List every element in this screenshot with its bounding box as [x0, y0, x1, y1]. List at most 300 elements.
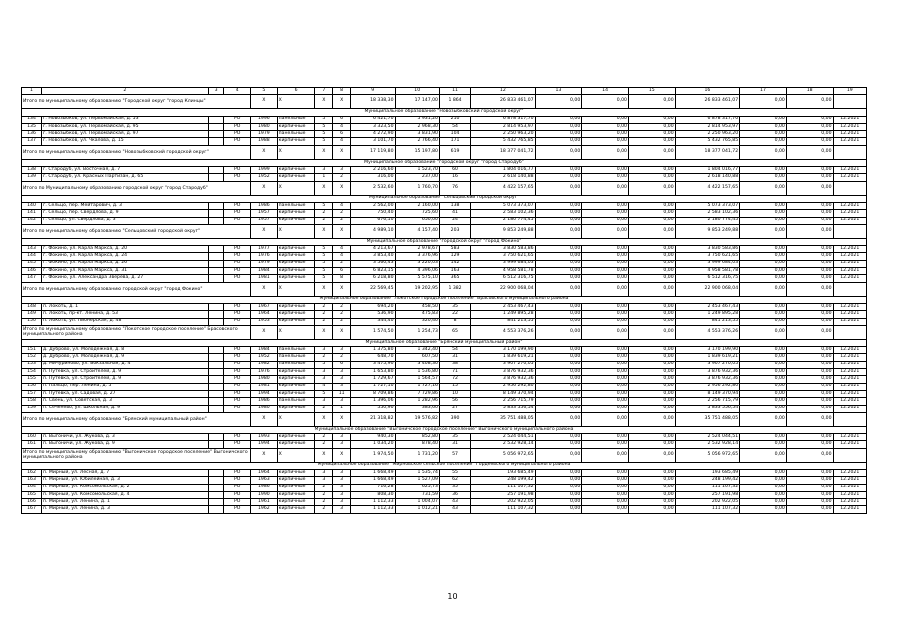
table-cell: 0,00	[535, 318, 582, 325]
table-cell: 841 213,55	[675, 318, 739, 325]
table-cell: 1984	[251, 268, 278, 275]
table-cell: 257 191,98	[471, 491, 535, 498]
table-cell: 14	[582, 88, 629, 95]
table-cell: 2 180 774,45	[675, 217, 739, 224]
table-cell: г. Стародуб, ул. Красных Партизан, д. 65	[42, 174, 209, 181]
table-cell: 3	[333, 441, 351, 448]
table-cell: 3	[333, 491, 351, 498]
table-cell	[208, 253, 224, 260]
table-cell: кирпичные	[277, 441, 315, 448]
table-cell: 111 107,32	[471, 484, 535, 491]
table-cell: 2 524 044,51	[675, 434, 739, 441]
table-row	[22, 491, 867, 498]
table-cell: РО	[224, 347, 251, 354]
table-cell: 0,00	[582, 354, 629, 361]
table-cell: 0,00	[740, 311, 787, 318]
section-header-row	[22, 159, 867, 166]
table-cell: 146	[22, 268, 42, 275]
table-cell: 12.2021	[833, 398, 867, 405]
table-cell: 3 831,90	[395, 131, 439, 138]
table-cell: 2 453 467,43	[675, 303, 739, 310]
table-cell	[208, 499, 224, 506]
table-cell: 56	[439, 398, 470, 405]
table-cell: 3	[333, 499, 351, 506]
table-cell: 157	[22, 390, 42, 397]
table-cell: 24	[439, 217, 470, 224]
table-cell	[208, 506, 224, 513]
table-cell: 1 382	[439, 282, 470, 296]
table-cell: 0,00	[628, 131, 675, 138]
table-cell: 550,90	[351, 405, 395, 412]
table-cell: 104	[439, 131, 470, 138]
table-cell: 17 147,00	[395, 95, 439, 109]
table-cell: 383,60	[395, 405, 439, 412]
table-cell: 2 814 953,97	[675, 123, 739, 130]
table-cell: 4 422 157,65	[675, 181, 739, 195]
table-cell	[208, 303, 224, 310]
table-cell: панельные	[277, 347, 315, 354]
table-cell: 26 833 461,07	[471, 95, 535, 109]
table-cell: 147	[22, 275, 42, 282]
table-cell: 22 900 068,04	[675, 282, 739, 296]
table-cell: 2	[315, 303, 333, 310]
table-cell: 0,00	[786, 506, 833, 513]
table-cell: 1977	[251, 246, 278, 253]
table-cell: 0,00	[582, 138, 629, 145]
table-cell: 731,59	[395, 491, 439, 498]
table-cell: 725,60	[395, 210, 439, 217]
table-cell: 5 073 373,07	[675, 202, 739, 209]
table-cell	[208, 138, 224, 145]
table-cell: РО	[224, 398, 251, 405]
table-cell: г. Фокино, ул. Карла Маркса, д. 24	[42, 253, 209, 260]
table-row	[22, 376, 867, 383]
table-cell: 6 512 316,75	[675, 275, 739, 282]
table-cell: РО	[224, 138, 251, 145]
table-cell: 12.2021	[833, 138, 867, 145]
table-cell: РО	[224, 275, 251, 282]
table-cell: 2 524 044,51	[471, 434, 535, 441]
table-cell: 0,00	[786, 318, 833, 325]
section-header-row	[22, 109, 867, 116]
table-cell: 4 989,10	[351, 224, 395, 238]
table-cell: 0,00	[786, 181, 833, 195]
table-row	[22, 477, 867, 484]
table-cell: 0,00	[786, 174, 833, 181]
table-cell: 0,00	[628, 448, 675, 462]
table-cell: РО	[224, 217, 251, 224]
table-cell: РО	[224, 383, 251, 390]
table-cell: 0,00	[628, 499, 675, 506]
table-cell: 248 199,42	[471, 477, 535, 484]
table-cell: 0,00	[582, 246, 629, 253]
table-cell: 150	[22, 318, 42, 325]
table-cell: 536,90	[351, 311, 395, 318]
table-cell: Х	[277, 95, 315, 109]
table-cell	[833, 95, 867, 109]
table-cell: 0,00	[786, 491, 833, 498]
table-cell: 2	[333, 174, 351, 181]
table-cell: 1999	[251, 167, 278, 174]
table-cell: 134	[22, 116, 42, 123]
table-row	[22, 369, 867, 376]
table-cell: 3 853,40	[351, 253, 395, 260]
column-number-row	[22, 88, 867, 95]
table-cell: 2	[315, 506, 333, 513]
table-cell: 607,50	[395, 354, 439, 361]
table-cell: 12.2021	[833, 268, 867, 275]
table-cell: 0,00	[786, 412, 833, 426]
table-cell: 1 653,80	[351, 369, 395, 376]
table-cell: 0,00	[786, 369, 833, 376]
table-cell: 1967	[251, 303, 278, 310]
table-cell: 1 112,33	[351, 499, 395, 506]
table-cell: 38	[439, 361, 470, 368]
table-cell: 365	[439, 275, 470, 282]
table-cell: 237,00	[395, 174, 439, 181]
table-cell	[208, 311, 224, 318]
table-cell: Итого по муниципальному образованию "Выгоничское городское поселение" Выгоничского муниципального района	[22, 448, 251, 462]
table-cell: 1 282,96	[395, 398, 439, 405]
table-cell	[833, 448, 867, 462]
table-cell: 0,00	[535, 210, 582, 217]
table-cell: 12.2021	[833, 477, 867, 484]
table-cell: 111 107,32	[675, 484, 739, 491]
table-cell: 2	[315, 484, 333, 491]
table-cell: г. Сельцо, пер. Мейтарович, д. 3	[42, 202, 209, 209]
table-cell: 0,00	[628, 174, 675, 181]
table-cell: 4 157,40	[395, 224, 439, 238]
table-cell: 0,00	[535, 376, 582, 383]
table-cell: 3	[315, 347, 333, 354]
table-cell: п. Локоть, ул. Пионерская, д. 48	[42, 318, 209, 325]
table-cell: 72	[439, 376, 470, 383]
table-cell: 6 421,70	[351, 116, 395, 123]
table-cell: Итого по муниципальному образованию "Сельцовский городской округ"	[22, 224, 251, 238]
table-cell: 35	[439, 303, 470, 310]
table-cell: 2	[315, 311, 333, 318]
table-cell: 0,00	[582, 390, 629, 397]
table-cell: 1 342,40	[395, 347, 439, 354]
table-cell: п. Мирный, ул. Юбилейная, д. 3	[42, 477, 209, 484]
page-number: 10	[447, 592, 458, 601]
table-cell: 71	[439, 369, 470, 376]
table-cell: кирпичные	[277, 484, 315, 491]
table-row	[22, 441, 867, 448]
table-row	[22, 383, 867, 390]
table-cell: РО	[224, 361, 251, 368]
table-cell: 18	[786, 88, 833, 95]
table-cell: 0,00	[535, 275, 582, 282]
table-cell: 2 532 928,14	[675, 441, 739, 448]
table-cell: 12.2021	[833, 217, 867, 224]
table-cell: 1	[333, 405, 351, 412]
table-cell: кирпичные	[277, 369, 315, 376]
table-cell: 2	[333, 354, 351, 361]
table-cell: 12	[471, 88, 535, 95]
table-cell: 0,00	[740, 376, 787, 383]
table-cell: кирпичные	[277, 123, 315, 130]
table-cell: 3	[333, 398, 351, 405]
table-body	[22, 88, 867, 514]
table-cell: 625,73	[395, 484, 439, 491]
table-cell: РО	[224, 202, 251, 209]
table-cell: 1990	[251, 491, 278, 498]
table-cell: 1 839 619,21	[471, 354, 535, 361]
table-cell: 4 272,90	[351, 131, 395, 138]
table-cell: 12.2021	[833, 246, 867, 253]
table-cell: 2 814 953,97	[471, 123, 535, 130]
table-cell: 3	[333, 506, 351, 513]
table-cell: 3 907 270,05	[471, 361, 535, 368]
table-cell: 12.2021	[833, 116, 867, 123]
table-cell	[208, 246, 224, 253]
table-cell: 0,00	[628, 369, 675, 376]
table-cell: 76	[439, 181, 470, 195]
table-cell: Х	[315, 282, 333, 296]
table-cell: Х	[277, 145, 315, 159]
table-cell: 167	[22, 506, 42, 513]
table-cell: 0,00	[582, 383, 629, 390]
table-cell: 0,00	[628, 268, 675, 275]
table-cell: 5 432 765,85	[675, 138, 739, 145]
table-cell: 41	[439, 210, 470, 217]
table-cell: 155	[22, 376, 42, 383]
table-cell: Х	[277, 282, 315, 296]
table-cell: кирпичные	[277, 253, 315, 260]
table-cell: Х	[251, 325, 278, 339]
table-cell: 0,00	[786, 95, 833, 109]
table-cell: 12.2021	[833, 441, 867, 448]
table-cell: 152	[22, 354, 42, 361]
table-cell: 193 685,49	[471, 469, 535, 476]
table-cell: 3	[333, 484, 351, 491]
table-cell: 1994	[251, 390, 278, 397]
table-cell: панельные	[277, 116, 315, 123]
table-cell: п. Локоть, д. 1	[42, 303, 209, 310]
table-cell: кирпичные	[277, 268, 315, 275]
table-cell: 12.2021	[833, 499, 867, 506]
table-cell: 0,00	[740, 405, 787, 412]
table-cell: 0,00	[582, 369, 629, 376]
table-cell: 0,00	[628, 210, 675, 217]
table-cell: 1980	[251, 405, 278, 412]
table-cell: 0,00	[535, 448, 582, 462]
table-cell: 202 922,05	[675, 499, 739, 506]
table-cell: РО	[224, 434, 251, 441]
table-cell: 1	[315, 174, 333, 181]
table-row	[22, 347, 867, 354]
table-cell: Х	[251, 145, 278, 159]
table-cell: 0,00	[740, 318, 787, 325]
table-cell: 0,00	[786, 390, 833, 397]
table-cell: 1 727,16	[395, 383, 439, 390]
table-cell: панельные	[277, 202, 315, 209]
table-cell: 0,00	[740, 116, 787, 123]
table-cell: РО	[224, 116, 251, 123]
table-cell: Х	[315, 95, 333, 109]
table-cell: 0,00	[582, 123, 629, 130]
table-cell: 1964	[251, 469, 278, 476]
table-cell: 6 218,80	[351, 275, 395, 282]
table-cell: 1993	[251, 434, 278, 441]
table-cell: 12.2021	[833, 210, 867, 217]
table-cell: 1 254,73	[395, 325, 439, 339]
table-cell: 1 729,67	[351, 376, 395, 383]
table-cell: 4 553 376,26	[471, 325, 535, 339]
table-cell	[833, 145, 867, 159]
table-cell: Муниципальное образование "Локотское городское поселение" Брасовского муниципального района	[22, 296, 867, 303]
table-cell: 0,00	[535, 469, 582, 476]
table-cell: 4 213,67	[351, 246, 395, 253]
table-cell: 12.2021	[833, 506, 867, 513]
table-cell: Х	[277, 181, 315, 195]
table-cell: 0,00	[786, 224, 833, 238]
table-cell: 9 853 249,88	[675, 224, 739, 238]
table-cell: 0,00	[786, 383, 833, 390]
table-cell: РО	[224, 369, 251, 376]
table-cell: кирпичные	[277, 405, 315, 412]
table-cell: 2	[333, 210, 351, 217]
table-cell: 1976	[251, 253, 278, 260]
table-cell: 248 199,42	[675, 477, 739, 484]
table-cell: 1 864	[439, 95, 470, 109]
table-cell: 0,00	[740, 469, 787, 476]
table-cell: 0,00	[628, 318, 675, 325]
table-cell: 140	[22, 202, 42, 209]
table-cell: кирпичные	[277, 491, 315, 498]
table-cell: 151	[22, 347, 42, 354]
table-cell: 852,80	[395, 434, 439, 441]
table-cell: Х	[333, 282, 351, 296]
table-cell: 3	[315, 376, 333, 383]
section-header-row	[22, 296, 867, 303]
table-row	[22, 131, 867, 138]
table-cell	[208, 376, 224, 383]
table-cell: 0,00	[786, 131, 833, 138]
subtotal-row	[22, 224, 867, 238]
table-cell: 0,00	[582, 469, 629, 476]
table-cell: 141	[22, 210, 42, 217]
table-cell: 163	[22, 477, 42, 484]
table-cell: 0,00	[535, 412, 582, 426]
table-cell: 3	[333, 469, 351, 476]
table-cell: 5 056 972,65	[675, 448, 739, 462]
table-cell: РО	[224, 477, 251, 484]
table-cell: 129	[439, 253, 470, 260]
table-cell: 5	[315, 268, 333, 275]
table-cell: 0,00	[628, 325, 675, 339]
table-cell: 5 575,10	[395, 275, 439, 282]
table-cell: 12.2021	[833, 383, 867, 390]
table-cell: 0,00	[535, 167, 582, 174]
table-cell: 0,00	[582, 361, 629, 368]
table-cell: 1 564,57	[395, 376, 439, 383]
table-cell: 0,00	[786, 116, 833, 123]
table-cell: 0,00	[535, 477, 582, 484]
table-cell: Итого по муниципальному образованию "Брянский муниципальный район"	[22, 412, 251, 426]
table-cell: 0,00	[740, 383, 787, 390]
table-cell: 12.2021	[833, 484, 867, 491]
table-cell: Итого по муниципальному образованию "Новозыбковский городской округ"	[22, 145, 251, 159]
table-cell: 0,00	[786, 311, 833, 318]
table-cell: РО	[224, 318, 251, 325]
table-cell: 0,00	[582, 441, 629, 448]
table-cell: 0,00	[535, 123, 582, 130]
table-cell	[208, 347, 224, 354]
table-cell: п. Свень, ул. Советская, д. 3	[42, 398, 209, 405]
table-cell: кирпичные	[277, 506, 315, 513]
table-cell: 2	[333, 217, 351, 224]
table-cell: 0,00	[786, 275, 833, 282]
table-cell: 0,00	[786, 260, 833, 267]
table-cell: 320,40	[395, 318, 439, 325]
table-cell: 0,00	[535, 491, 582, 498]
table-cell: 0,00	[582, 325, 629, 339]
table-cell: 0,00	[582, 484, 629, 491]
table-cell: 22 569,45	[351, 282, 395, 296]
table-cell: 12.2021	[833, 253, 867, 260]
table-cell: 1982	[251, 361, 278, 368]
table-cell: 0,00	[786, 217, 833, 224]
table-cell: 145	[22, 260, 42, 267]
table-cell: 1996	[251, 116, 278, 123]
table-cell: 2	[315, 491, 333, 498]
table-cell: 1981	[251, 383, 278, 390]
table-cell: 0,00	[582, 303, 629, 310]
table-cell: 0,00	[628, 260, 675, 267]
table-cell: Х	[251, 448, 278, 462]
table-cell: 0,00	[535, 253, 582, 260]
table-cell: 10	[439, 390, 470, 397]
table-cell: 193 685,49	[675, 469, 739, 476]
table-cell: 0,00	[740, 210, 787, 217]
table-cell: 2 766,40	[395, 138, 439, 145]
table-cell: Х	[333, 181, 351, 195]
table-cell: РО	[224, 131, 251, 138]
table-cell	[208, 202, 224, 209]
table-cell: 0,00	[628, 181, 675, 195]
table-cell: 5	[315, 361, 333, 368]
table-cell: 8 149 370,94	[675, 390, 739, 397]
table-cell: 0,00	[628, 469, 675, 476]
subtotal-row	[22, 181, 867, 195]
table-cell	[208, 167, 224, 174]
table-cell: 0,00	[740, 303, 787, 310]
table-cell: 0,00	[535, 131, 582, 138]
table-cell	[208, 275, 224, 282]
table-cell: 1 731,20	[395, 448, 439, 462]
table-cell: 12.2021	[833, 303, 867, 310]
table-cell: п. Сеченево, ул. Школьная, д. 9	[42, 405, 209, 412]
table-cell: 0,00	[535, 116, 582, 123]
table-cell: 5	[251, 88, 278, 95]
table-row	[22, 398, 867, 405]
table-cell: 0,00	[535, 145, 582, 159]
table-cell: РО	[224, 174, 251, 181]
table-cell: 22 900 068,04	[471, 282, 535, 296]
table-cell: 2 583 102,36	[675, 210, 739, 217]
table-cell: панельные	[277, 354, 315, 361]
table-cell: 0,00	[535, 95, 582, 109]
table-cell: г. Фокино, ул. Карла Маркса, д. 31	[42, 268, 209, 275]
table-cell: 619	[439, 145, 470, 159]
table-cell: 0,00	[628, 484, 675, 491]
table-cell: п. Мирный, ул. Ленина, д. 1	[42, 499, 209, 506]
table-cell: Х	[277, 224, 315, 238]
table-cell: кирпичные	[277, 210, 315, 217]
table-cell: РО	[224, 246, 251, 253]
